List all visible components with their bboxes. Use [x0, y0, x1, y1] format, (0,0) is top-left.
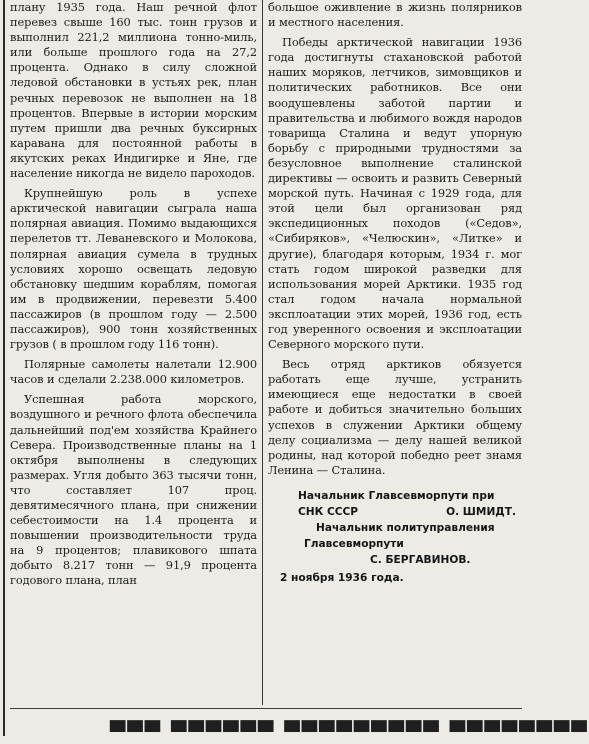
signature-name-bergavinov: С. БЕРГАВИНОВ. [370, 553, 471, 566]
paragraph-victories: Победы арктической навигации 1936 года достигнуты стахановской работой наших моряков, летчиков, зимовщиков и политических работников. Все они воодушевлены заботой партии и правительства и любимого вождя народов товарища Сталина и ведут упорную борьбу с природными трудностями за безусловное выполнение сталинской директивы — освоить и развить Северный морской путь. Начиная с 1929 года, для этой цели был организован ряд экспедиционных походов («Седов», «Сибиряков», «Челюскин», «Литке» и другие), благодаря которым, 1934 г. мог стать годом широкой разведки для использования морей Арктики. 1935 год стал годом начала нормальной эксплоатации этих морей, 1936 год, есть год уверенного освоения и эксплоатации Северного морского пути. [268, 35, 522, 352]
paragraph-flight-hours: Полярные самолеты налетали 12.900 часов и сделали 2.238.000 километров. [10, 357, 257, 387]
paragraph-pledge: Весь отряд арктиков обязуется работать еще лучше, устранить имеющиеся еще недостатки в своей работе и добиться значительно больших успехов в служении Арктики общему делу социализма — делу нашей великой родины, над которой победно реет знамя Ленина — Сталина. [268, 357, 522, 477]
signature-title-3: Главсевморпути [304, 537, 404, 550]
signature-name-schmidt: О. ШМИДТ. [446, 505, 516, 518]
right-column [268, 0, 522, 586]
left-column [10, 0, 257, 589]
signature-title-1: Начальник Главсевморпути при [298, 489, 495, 502]
signature-org: СНК СССР [298, 505, 359, 518]
bottom-rule [10, 708, 522, 709]
signature-block [268, 488, 522, 586]
left-edge-rule [3, 0, 5, 736]
column-divider [262, 0, 263, 705]
signature-date: 2 ноября 1936 года. [280, 571, 404, 584]
signature-title-2: Начальник политуправления [316, 521, 495, 534]
paragraph-economy: Успешная работа морского, воздушного и речного флота обеспечила дальнейший под'ем хозяйства Крайнего Севера. Производственные планы на 1 октября выполнены в следующих размерах. Угля добыто 363 тысячи тонн, что составляет 107 проц. девятимесячного плана, при снижении себестоимости на 1.4 процента и повышении производительности труда на 9 процентов; плавикового шпата добыто 8.217 тонн — 91,9 процента годового плана, план [10, 392, 257, 588]
signature-row-schmidt [268, 504, 516, 520]
cropped-next-headline: ▀▀▀ ▀▀▀▀▀▀ ▀▀▀▀▀▀▀▀▀ ▀▀▀▀▀▀▀▀ [110, 720, 589, 744]
paragraph-river-fleet: плану 1935 года. Наш речной флот перевез свыше 160 тыс. тонн грузов и выполнил 221,2 миллиона тонно-миль, или больше прошлого года на 27,2 процента. Однако в силу сложной ледовой обстановки в устьях рек, план речных перевозок не выполнен на 18 процентов. Впервые в истории морским путем пришли два речных буксирных каравана для постоянной работы в якутских реках Индигирке и Яне, где население никогда не видело пароходов. [10, 0, 257, 181]
paragraph-continuation: большое оживление в жизнь полярников и местного населения. [268, 0, 522, 30]
paragraph-polar-aviation: Крупнейшую роль в успехе арктической навигации сыграла наша полярная авиация. Помимо выдающихся перелетов тт. Леваневского и Молокова, полярная авиация сумела в трудных условиях хорошо освещать ледовую обстановку шедшим кораблям, помогая им в продвижении, перевезти 5.400 пассажиров (в прошлом году — 2.500 пассажиров), 900 тонн хозяйственных грузов ( в прошлом году 116 тонн). [10, 186, 257, 352]
